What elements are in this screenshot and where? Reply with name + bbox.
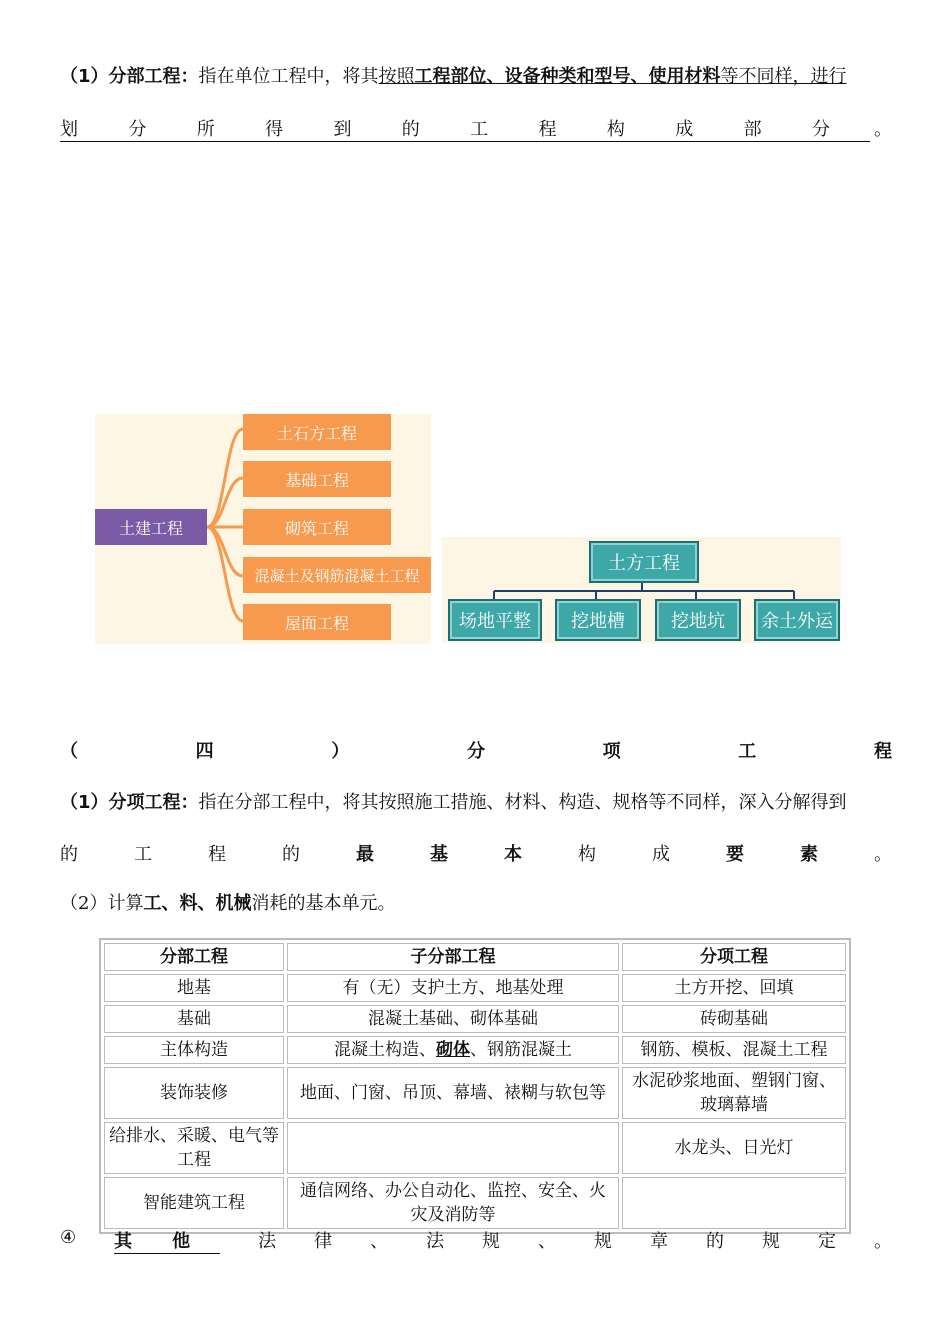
char: 得 <box>265 119 284 140</box>
table-cell: 砖砌基础 <box>622 1005 846 1033</box>
para1-line1: （1）分部工程：指在单位工程中，将其按照工程部位、设备种类和型号、使用材料等不同样，进行 <box>60 66 847 87</box>
table-cell <box>287 1122 619 1174</box>
table-row <box>104 974 846 1002</box>
table-row <box>104 1177 846 1229</box>
char: 最 <box>356 844 374 865</box>
char: 构 <box>578 844 596 865</box>
diagram1-child: 土石方工程 <box>243 414 391 450</box>
table-cell: 钢筋、模板、混凝土工程 <box>622 1036 846 1064</box>
diagram1-child: 基础工程 <box>243 461 391 497</box>
table-header: 分部工程 <box>104 943 284 971</box>
char: 的 <box>60 844 78 865</box>
table-cell: 水泥砂浆地面、塑钢门窗、玻璃幕墙 <box>622 1067 846 1119</box>
heading-char: 四 <box>195 741 214 762</box>
heading-char: 分 <box>466 741 485 762</box>
table-cell: 地面、门窗、吊顶、幕墙、裱糊与软包等 <box>287 1067 619 1119</box>
char: 定 <box>817 1231 836 1252</box>
char: 所 <box>196 119 215 140</box>
char: 本 <box>504 844 522 865</box>
para1-line2-underlined <box>60 115 870 142</box>
diagram1-root: 土建工程 <box>95 509 207 545</box>
char: 规 <box>594 1231 613 1252</box>
table-cell: 通信网络、办公自动化、监控、安全、火灾及消防等 <box>287 1177 619 1229</box>
table-header-row <box>104 943 846 971</box>
para2-line2 <box>60 840 892 866</box>
para2-text: 指在分部工程中，将其按照施工措施、材料、构造、规格等不同样，深入分解得到 <box>198 792 847 813</box>
char: 要 <box>726 844 744 865</box>
heading-char: 工 <box>738 741 757 762</box>
char: 的 <box>401 119 420 140</box>
para4-bold: 其 他 <box>114 1227 220 1254</box>
char: 、 <box>538 1231 557 1252</box>
char: 构 <box>606 119 625 140</box>
heading-char: 程 <box>873 741 892 762</box>
char: 程 <box>208 844 226 865</box>
char: 分 <box>811 119 830 140</box>
civil-works-diagram <box>95 414 431 644</box>
char: 规 <box>761 1231 780 1252</box>
para1-text-a: 指在单位工程中，将其 <box>198 66 379 87</box>
earthwork-diagram <box>442 537 841 643</box>
para1-num: （1） <box>60 66 109 87</box>
table-cell: 有（无）支护土方、地基处理 <box>287 974 619 1002</box>
diagram2-root: 土方工程 <box>589 541 699 583</box>
char: 章 <box>650 1231 668 1252</box>
para1-bold: 工程部位、设备种类和型号、使用材料 <box>414 66 721 87</box>
para3: （2）计算工、料、机械消耗的基本单元。 <box>60 893 396 914</box>
para2-term: 分项工程 <box>108 792 181 813</box>
diagram2-child: 挖地槽 <box>555 599 641 641</box>
diagram2-child: 余土外运 <box>754 599 840 641</box>
char: 基 <box>430 844 448 865</box>
table-cell <box>622 1177 846 1229</box>
char: 律 <box>314 1231 333 1252</box>
char: 法 <box>426 1231 445 1252</box>
char: 素 <box>800 844 818 865</box>
diagram1-child: 屋面工程 <box>243 604 391 640</box>
char: 工 <box>470 119 489 140</box>
para1-line2: 划 分 所 得 到 的 工 程 构 成 部 分 。 <box>60 115 892 142</box>
char: 程 <box>538 119 557 140</box>
table-cell: 水龙头、日光灯 <box>622 1122 846 1174</box>
table-cell: 混凝土构造、砌体、钢筋混凝土 <box>287 1036 619 1064</box>
diagram2-child: 挖地坑 <box>655 599 741 641</box>
diagram1-child: 混凝土及钢筋混凝土工程 <box>243 557 431 593</box>
char: 到 <box>333 119 352 140</box>
char: 的 <box>705 1231 724 1252</box>
char: 。 <box>874 844 892 865</box>
table-cell: 装饰装修 <box>104 1067 284 1119</box>
heading-char: （ <box>60 741 78 762</box>
table-row <box>104 1122 846 1174</box>
table-cell: 给排水、采暖、电气等工程 <box>104 1122 284 1174</box>
table-cell: 基础 <box>104 1005 284 1033</box>
char: 法 <box>258 1231 277 1252</box>
table-cell: 主体构造 <box>104 1036 284 1064</box>
engineering-division-table <box>99 938 851 1234</box>
char: 划 <box>60 119 78 140</box>
table-cell: 地基 <box>104 974 284 1002</box>
section-heading-4 <box>60 737 892 763</box>
table-row <box>104 1005 846 1033</box>
heading-char: 项 <box>602 741 621 762</box>
char: 规 <box>482 1231 501 1252</box>
char: 工 <box>134 844 152 865</box>
char: 、 <box>370 1231 389 1252</box>
char: 的 <box>282 844 300 865</box>
table-cell: 智能建筑工程 <box>104 1177 284 1229</box>
char: 成 <box>675 119 694 140</box>
char: 。 <box>873 1231 892 1252</box>
para1-term: 分部工程 <box>108 66 181 87</box>
table-header: 分项工程 <box>622 943 846 971</box>
char: 成 <box>652 844 670 865</box>
diagram1-child: 砌筑工程 <box>243 509 391 545</box>
heading-char: ） <box>331 741 350 762</box>
table-cell: 混凝土基础、砌体基础 <box>287 1005 619 1033</box>
table-row <box>104 1036 846 1064</box>
para4: ④ 其 他 法 律 、 法 规 、 规 章 的 规 定 。 <box>60 1227 892 1252</box>
char: 部 <box>743 119 762 140</box>
char: 分 <box>128 119 147 140</box>
table-header: 子分部工程 <box>287 943 619 971</box>
para2-line1: （1）分项工程：指在分部工程中，将其按照施工措施、材料、构造、规格等不同样，深入分解得到 <box>60 792 847 813</box>
diagram2-child: 场地平整 <box>448 599 542 641</box>
table-row <box>104 1067 846 1119</box>
table-cell: 土方开挖、回填 <box>622 974 846 1002</box>
